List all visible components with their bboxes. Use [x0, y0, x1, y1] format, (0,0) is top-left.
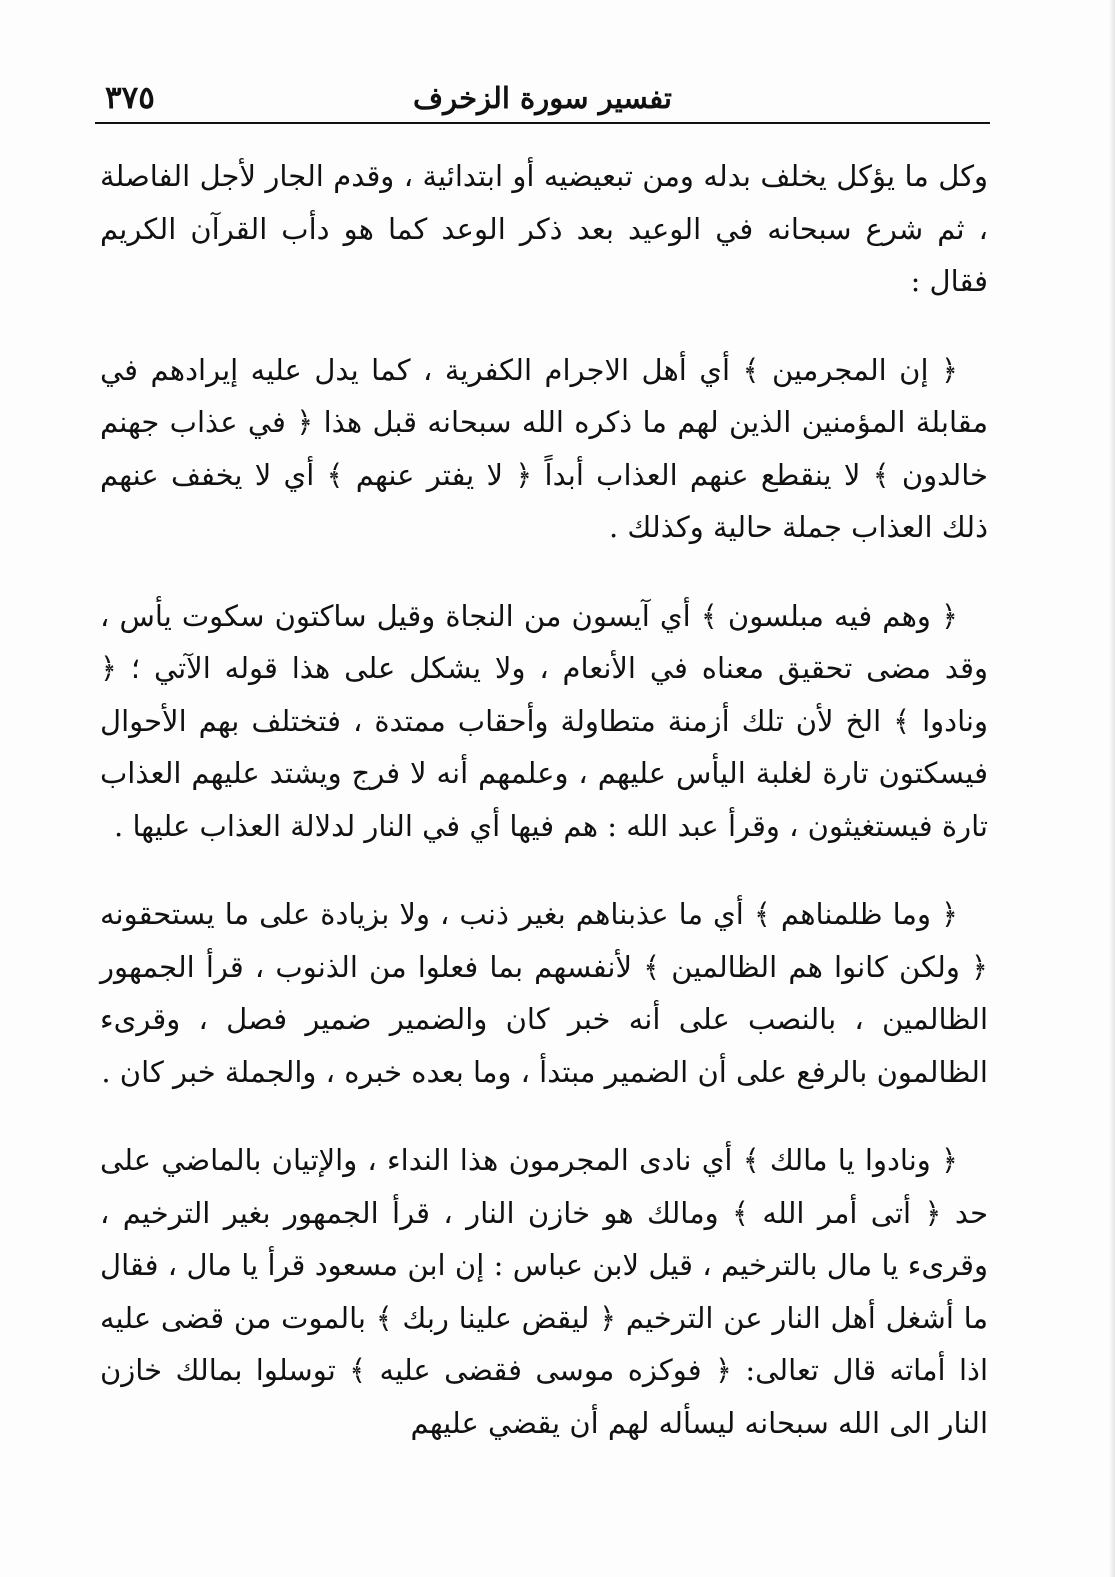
- page-body: [100, 150, 988, 1550]
- page-header: [95, 78, 990, 124]
- paragraph-1: وكل ما يؤكل يخلف بدله ومن تبعيضيه أو ابتدائية ، وقدم الجار لأجل الفاصلة ، ثم شرع سبحانه في الوعيد بعد ذكر الوعد كما هو دأب القرآن الكريم فقال :: [100, 159, 988, 298]
- paragraph-gap: [100, 852, 988, 888]
- paragraph-2: ﴿ إن المجرمين ﴾ أي أهل الاجرام الكفرية ، كما يدل عليه إيرادهم في مقابلة المؤمنين الذين لهم ما ذكره الله سبحانه قبل هذا ﴿ في عذاب جهنم خالدون ﴾ لا ينقطع عنهم العذاب أبداً ﴿ لا يفتر عنهم ﴾ أي لا يخفف عنهم ذلك العذاب جملة حالية وكذلك .: [100, 352, 988, 544]
- paragraph-3: ﴿ وهم فيه مبلسون ﴾ أي آيسون من النجاة وقيل ساكتون سكوت يأس ، وقد مضى تحقيق معناه في الأنعام ، ولا يشكل على هذا قوله الآتي ؛ ﴿ ونادوا ﴾ الخ لأن تلك أزمنة متطاولة وأحقاب ممتدة ، فتختلف بهم الأحوال فيسكتون تارة لغلبة اليأس عليهم ، وعلمهم أنه لا فرج ويشتد عليهم العذاب تارة فيستغيثون ، وقرأ عبد الله : هم فيها أي في النار لدلالة العذاب عليها .: [100, 598, 988, 843]
- running-title: تفسير سورة الزخرف: [413, 81, 672, 115]
- paragraph-4: ﴿ وما ظلمناهم ﴾ أي ما عذبناهم بغير ذنب ، ولا بزيادة على ما يستحقونه ﴿ ولكن كانوا هم الظالمين ﴾ لأنفسهم بما فعلوا من الذنوب ، قرأ الجمهور الظالمين ، بالنصب على أنه خبر كان والضمير ضمير فصل ، وقرىء الظالمون بالرفع على أن الضمير مبتدأ ، وما بعده خبره ، والجملة خبر كان .: [100, 897, 989, 1089]
- paragraph-gap: [100, 554, 988, 590]
- paragraph-gap: [100, 1098, 988, 1134]
- paragraph-5: ﴿ ونادوا يا مالك ﴾ أي نادى المجرمون هذا النداء ، والإتيان بالماضي على حد ﴿ أتى أمر الله ﴾ ومالك هو خازن النار ، قرأ الجمهور بغير الترخيم ، وقرىء يا مال بالترخيم ، قيل لابن عباس : إن ابن مسعود قرأ يا مال ، فقال ما أشغل أهل النار عن الترخيم ﴿ ليقض علينا ربك ﴾ بالموت من قضى عليه اذا أماته قال تعالى: ﴿ فوكزه موسى فقضى عليه ﴾ توسلوا بمالك خازن النار الى الله سبحانه ليسأله لهم أن يقضي عليهم: [100, 1143, 988, 1440]
- paragraph-gap: [100, 308, 988, 344]
- scan-edge-shadow: [1109, 0, 1115, 1577]
- header-divider: [95, 122, 990, 124]
- page-number: ٣٧٥: [105, 80, 155, 116]
